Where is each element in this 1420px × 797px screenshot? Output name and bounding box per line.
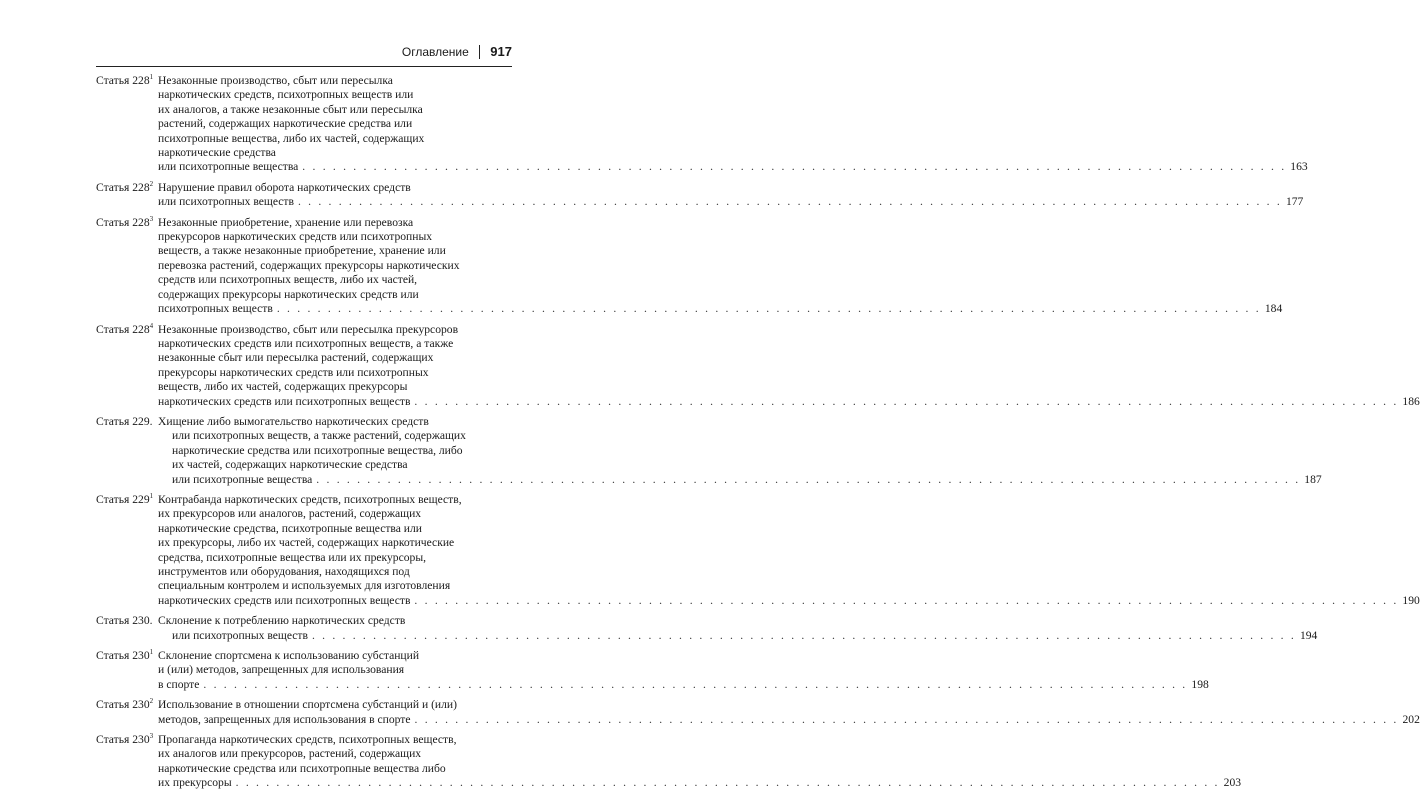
article-superscript: 4 [149, 321, 154, 330]
article-number: Статья 230. [96, 614, 153, 628]
article-title [158, 614, 1317, 643]
title-line: инструментов или оборудования, находящихся под [158, 565, 410, 578]
page-reference: 163 [1290, 160, 1308, 174]
title-line: Незаконные производство, сбыт или пересылка [158, 74, 393, 87]
page-reference: 177 [1285, 195, 1304, 209]
title-line: наркотические средства или психотропные вещества либо [158, 761, 446, 775]
dot-leader [277, 302, 1261, 316]
section-title: Оглавление [401, 44, 469, 59]
article-label [96, 181, 158, 195]
article-title [158, 493, 1420, 608]
title-line: и (или) методов, запрещенных для использования [158, 663, 405, 677]
header-title-group [402, 44, 512, 59]
article-label [96, 74, 158, 88]
article-number: Статья 228 [96, 74, 150, 87]
article-title [158, 181, 1303, 210]
title-line: методов, запрещенных для использования в спорте [158, 712, 411, 726]
title-last-line [158, 713, 1420, 727]
page-reference: 184 [1264, 302, 1283, 316]
title-line: их аналогов или прекурсоров, растений, содержащих [158, 747, 422, 761]
dot-leader [203, 678, 1187, 692]
title-last-line [158, 302, 1282, 316]
dot-leader [415, 713, 1399, 727]
dot-leader [298, 195, 1282, 209]
title-line: прекурсоры наркотических средств или психотропных [158, 365, 429, 379]
running-header [96, 38, 512, 67]
article-superscript: 2 [149, 179, 154, 188]
title-line: или психотропные вещества [172, 472, 313, 486]
article-number: Статья 230 [96, 733, 150, 747]
title-line: незаконные сбыт или пересылка растений, содержащих [158, 351, 434, 365]
page-reference: 202 [1402, 712, 1420, 726]
article-superscript: 1 [149, 648, 154, 657]
title-last-line [158, 395, 1420, 409]
article-title [158, 698, 1420, 727]
page-reference: 186 [1402, 394, 1420, 408]
title-line: или психотропных веществ, а также растений, содержащих [172, 429, 466, 443]
toc-entry[interactable] [96, 414, 1322, 487]
title-line: Хищение либо вымогательство наркотических средств [158, 414, 429, 428]
dot-leader [302, 160, 1286, 174]
title-line: их прекурсоров или аналогов, растений, содержащих [158, 507, 422, 521]
article-title [158, 733, 1241, 791]
title-line: Склонение к потреблению наркотических средств [158, 614, 406, 628]
title-line: Пропаганда наркотических средств, психотропных веществ, [158, 733, 457, 747]
title-last-line [158, 160, 1308, 174]
title-line: или психотропных веществ [172, 628, 308, 642]
title-line: или психотропные вещества [158, 160, 299, 174]
article-number: Статья 228 [96, 322, 150, 336]
article-superscript: 3 [149, 214, 154, 223]
title-line: Незаконные приобретение, хранение или перевозка [158, 215, 414, 229]
article-label [96, 216, 158, 230]
page-number: 917 [490, 44, 512, 59]
title-line: наркотические средства, психотропные вещества или [158, 521, 422, 535]
toc-entry[interactable] [96, 73, 1308, 175]
title-last-line [158, 594, 1420, 608]
article-title [158, 216, 1282, 317]
toc-entry[interactable] [96, 214, 1283, 317]
toc-entry[interactable] [96, 179, 1304, 210]
toc-entry[interactable] [96, 492, 1420, 608]
title-line: их прекурсоры, либо их частей, содержащих наркотические [158, 536, 455, 550]
article-title [158, 649, 1209, 692]
article-number: Статья 230 [96, 649, 150, 663]
title-line: их прекурсоры [158, 776, 232, 790]
article-number: Статья 228 [96, 180, 150, 194]
title-line: веществ, а также незаконные приобретение, хранение или [158, 244, 446, 258]
article-label [96, 614, 158, 628]
article-label [96, 323, 158, 337]
dot-leader [316, 473, 1300, 487]
title-line: специальным контролем и используемых для изготовления [158, 579, 451, 593]
article-label [96, 493, 158, 507]
article-number: Статья 229. [96, 414, 153, 428]
page-reference: 194 [1299, 628, 1318, 642]
title-line: наркотические средства или психотропные вещества, либо [172, 443, 463, 457]
article-number: Статья 229 [96, 492, 150, 506]
title-line: в спорте [158, 677, 200, 691]
title-line: психотропные вещества, либо их частей, содержащих [158, 131, 425, 145]
title-last-line [158, 776, 1241, 790]
article-label [96, 733, 158, 747]
table-of-contents [96, 73, 1420, 797]
title-line: средств или психотропных веществ, либо их частей, [158, 273, 418, 287]
article-superscript: 2 [149, 697, 154, 706]
title-line: психотропных веществ [158, 302, 273, 316]
title-line: наркотические средства [158, 146, 276, 160]
title-line: содержащих прекурсоры наркотических средств или [158, 287, 419, 301]
dot-leader [312, 629, 1296, 643]
article-number: Статья 230 [96, 698, 150, 712]
title-line: их аналогов, а также незаконные сбыт или пересылка [158, 102, 423, 116]
title-line: или психотропных веществ [158, 195, 294, 209]
dot-leader [414, 395, 1398, 409]
title-line: средства, психотропные вещества или их прекурсоры, [158, 550, 427, 564]
header-divider [479, 45, 481, 59]
toc-entry[interactable] [96, 732, 1242, 791]
title-line: Незаконные производство, сбыт или пересылка прекурсоров [158, 322, 459, 336]
toc-entry[interactable] [96, 614, 1318, 643]
title-line: Контрабанда наркотических средств, психотропных веществ, [158, 492, 462, 506]
title-line: прекурсоров наркотических средств или психотропных [158, 230, 433, 244]
toc-entry[interactable] [96, 697, 1420, 727]
toc-entry[interactable] [96, 648, 1209, 692]
title-line: растений, содержащих наркотические средства или [158, 117, 413, 131]
title-last-line [158, 195, 1303, 209]
title-line: перевозка растений, содержащих прекурсоры наркотических [158, 258, 460, 272]
title-line: Использование в отношении спортсмена субстанций и (или) [158, 698, 457, 712]
article-superscript: 1 [149, 492, 154, 501]
title-last-line [158, 473, 1322, 487]
article-number: Статья 228 [96, 215, 150, 229]
title-line: наркотических средств или психотропных веществ [158, 593, 411, 607]
page-reference: 187 [1304, 472, 1322, 486]
title-line: наркотических средств или психотропных веществ, а также [158, 336, 454, 350]
article-title [158, 323, 1420, 409]
article-label [96, 698, 158, 712]
title-line: наркотических средств, психотропных веществ или [158, 88, 414, 102]
page-reference: 198 [1191, 677, 1209, 691]
title-line: наркотических средств или психотропных веществ [158, 394, 411, 408]
article-superscript: 3 [149, 732, 154, 741]
title-line: Склонение спортсмена к использованию субстанций [158, 649, 420, 663]
title-line: Нарушение правил оборота наркотических средств [158, 180, 411, 194]
article-title [158, 415, 1322, 487]
dot-leader [236, 776, 1220, 790]
page-reference: 190 [1402, 593, 1420, 607]
page-reference: 203 [1223, 776, 1242, 790]
article-title [158, 74, 1308, 175]
article-superscript: 1 [149, 73, 154, 82]
article-label [96, 649, 158, 663]
dot-leader [414, 594, 1398, 608]
article-label [96, 415, 158, 429]
title-line: веществ, либо их частей, содержащих прекурсоры [158, 380, 408, 394]
title-last-line [158, 629, 1317, 643]
toc-entry[interactable] [96, 321, 1420, 409]
title-line: их частей, содержащих наркотические средства [172, 458, 408, 472]
title-last-line [158, 678, 1209, 692]
